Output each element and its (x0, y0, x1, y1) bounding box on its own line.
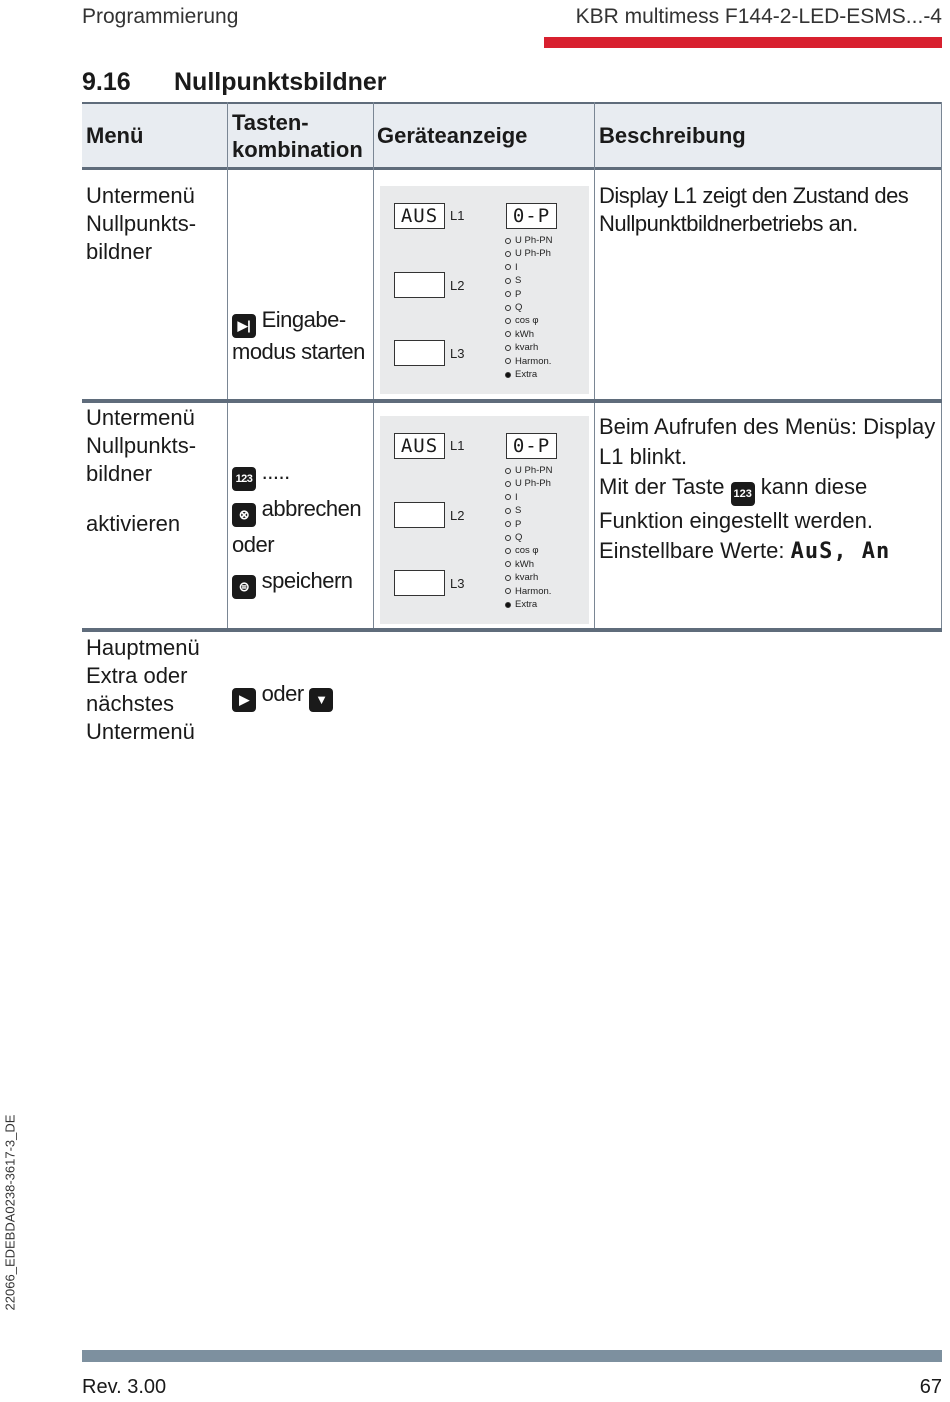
display-l1: AUS (394, 433, 445, 459)
led-label: cos φ (515, 315, 539, 327)
description-line: Beim Aufrufen des Menüs: Display (599, 414, 936, 439)
led-item (505, 341, 552, 354)
col-header-keys: Tasten- kombination (232, 109, 363, 162)
led-dot (505, 521, 511, 527)
product-title: KBR multimess F144-2-LED-ESMS...-4 (575, 5, 942, 28)
row-divider (82, 399, 942, 403)
led-label: U Ph-Ph (515, 248, 551, 260)
led-label: U Ph-PN (515, 235, 553, 246)
led-dot (505, 291, 511, 297)
led-label: P (515, 288, 522, 300)
led-item (505, 314, 552, 327)
keys-text: oder (261, 681, 304, 706)
led-label: kWh (515, 328, 534, 340)
led-item (505, 491, 552, 504)
led-label: I (515, 261, 518, 273)
led-label: I (515, 491, 518, 503)
menu-line: Hauptmenü (86, 635, 200, 660)
led-item (505, 504, 552, 517)
led-dot (505, 358, 511, 364)
label-l3: L3 (450, 576, 465, 591)
cancel-key-icon: ⊗ (232, 503, 256, 527)
label-l3: L3 (450, 346, 465, 361)
revision: Rev. 3.00 (82, 1376, 167, 1398)
led-dot-active (505, 602, 511, 608)
description-line: Funktion eingestellt werden. (599, 508, 873, 533)
menu-line: Extra oder (86, 663, 188, 688)
led-item (505, 544, 552, 557)
led-label: Q (515, 531, 523, 543)
led-dot (505, 548, 511, 554)
led-item (505, 301, 552, 314)
save-key-icon: ⊜ (232, 575, 256, 599)
led-label: kvarh (515, 342, 539, 354)
table-header (82, 102, 942, 170)
col-divider (941, 102, 942, 632)
led-label: Extra (515, 598, 538, 610)
device-display (380, 416, 589, 624)
led-dot (505, 494, 511, 500)
menu-line: Nullpunkts- (86, 211, 197, 236)
led-dot (505, 264, 511, 270)
menu-line: Untermenü (86, 405, 195, 430)
led-list (505, 464, 552, 611)
led-item (505, 531, 552, 544)
led-item (505, 368, 552, 381)
display-l3 (394, 570, 445, 596)
play-skip-key-icon: ▶| (232, 314, 256, 338)
row3-keys (232, 680, 333, 712)
led-label: kWh (515, 558, 534, 570)
led-dot (505, 468, 511, 474)
led-dot (505, 535, 511, 541)
led-label: Harmon. (515, 355, 552, 367)
label-l2: L2 (450, 278, 465, 293)
led-item (505, 328, 552, 341)
led-dot (505, 561, 511, 567)
description-line: Einstellbare Werte: (599, 538, 785, 563)
led-item (505, 261, 552, 274)
menu-line: Untermenü (86, 719, 195, 744)
row1-menu (86, 182, 196, 266)
label-l1: L1 (450, 438, 465, 453)
menu-line: bildner (86, 239, 153, 264)
keys-text: oder (232, 532, 275, 557)
led-item (505, 518, 552, 531)
led-item (505, 598, 552, 611)
document-id: 22066_EDEBDA0238-3617-3_DE (2, 1114, 18, 1311)
led-item (505, 355, 552, 368)
led-label: kvarh (515, 572, 539, 584)
led-dot (505, 278, 511, 284)
led-label: cos φ (515, 545, 539, 557)
display-l2 (394, 502, 445, 528)
menu-line: Untermenü (86, 183, 195, 208)
row2-menu (86, 404, 196, 538)
led-label: Harmon. (515, 585, 552, 597)
row3-menu (86, 634, 200, 746)
keys-text: speichern (261, 568, 353, 593)
led-dot (505, 481, 511, 487)
footer-bar (82, 1350, 942, 1362)
numeric-key-icon: 123 (731, 482, 755, 506)
keys-text: ..... (261, 459, 290, 484)
label-l1: L1 (450, 208, 465, 223)
led-label: U Ph-PN (515, 465, 553, 476)
led-dot-active (505, 372, 511, 378)
right-arrow-key-icon: ▶ (232, 688, 256, 712)
display-right: 0-P (506, 433, 557, 459)
menu-line: bildner (86, 461, 153, 486)
row-divider (82, 628, 942, 632)
description-line: kann diese (760, 474, 868, 499)
led-item (505, 477, 552, 490)
section-heading (82, 68, 387, 97)
led-list (505, 234, 552, 381)
led-label: P (515, 518, 522, 530)
led-item (505, 234, 552, 247)
row1-description: Display L1 zeigt den Zustand des Nullpunktbildnerbetriebs an. (599, 183, 909, 236)
led-item (505, 571, 552, 584)
page-number: 67 (919, 1376, 942, 1398)
col-divider (373, 102, 374, 632)
keys-text: Eingabe- (261, 307, 346, 332)
section-number: 9.16 (82, 68, 131, 96)
description-line: L1 blinkt. (599, 444, 688, 469)
led-label: Extra (515, 368, 538, 380)
led-item (505, 464, 552, 477)
keys-text: abbrechen (261, 496, 362, 521)
led-item (505, 558, 552, 571)
display-l1: AUS (394, 203, 445, 229)
led-dot (505, 331, 511, 337)
led-dot (505, 305, 511, 311)
settable-values: AuS, An (790, 539, 891, 564)
col-header-description: Beschreibung (599, 122, 746, 148)
led-label: Q (515, 301, 523, 313)
led-dot (505, 345, 511, 351)
label-l2: L2 (450, 508, 465, 523)
menu-line: nächstes (86, 691, 175, 716)
down-arrow-key-icon: ▼ (309, 688, 333, 712)
led-item (505, 274, 552, 287)
display-l2 (394, 272, 445, 298)
led-dot (505, 251, 511, 257)
col-header-menu: Menü (86, 122, 144, 148)
menu-line: Nullpunkts- (86, 433, 197, 458)
led-dot (505, 238, 511, 244)
col-divider (227, 102, 228, 632)
device-display (380, 186, 589, 394)
led-item (505, 288, 552, 301)
display-l3 (394, 340, 445, 366)
led-dot (505, 508, 511, 514)
led-dot (505, 588, 511, 594)
row2-keys (232, 454, 361, 599)
header-accent-bar (544, 37, 942, 48)
col-header-display: Geräteanzeige (377, 122, 528, 148)
menu-table (82, 102, 942, 744)
col-divider (594, 102, 595, 632)
row2-description (599, 412, 939, 567)
row1-keys (232, 306, 365, 366)
led-item (505, 585, 552, 598)
led-dot (505, 575, 511, 581)
chapter-title: Programmierung (82, 5, 239, 28)
description-line: Mit der Taste (599, 474, 725, 499)
keys-text: modus starten (232, 339, 365, 364)
numeric-key-icon: 123 (232, 467, 256, 491)
display-right: 0-P (506, 203, 557, 229)
menu-line: aktivieren (86, 511, 181, 536)
led-label: S (515, 505, 522, 517)
led-label: S (515, 275, 522, 287)
led-item (505, 247, 552, 260)
section-title: Nullpunktsbildner (174, 68, 387, 96)
led-label: U Ph-Ph (515, 478, 551, 490)
led-dot (505, 318, 511, 324)
